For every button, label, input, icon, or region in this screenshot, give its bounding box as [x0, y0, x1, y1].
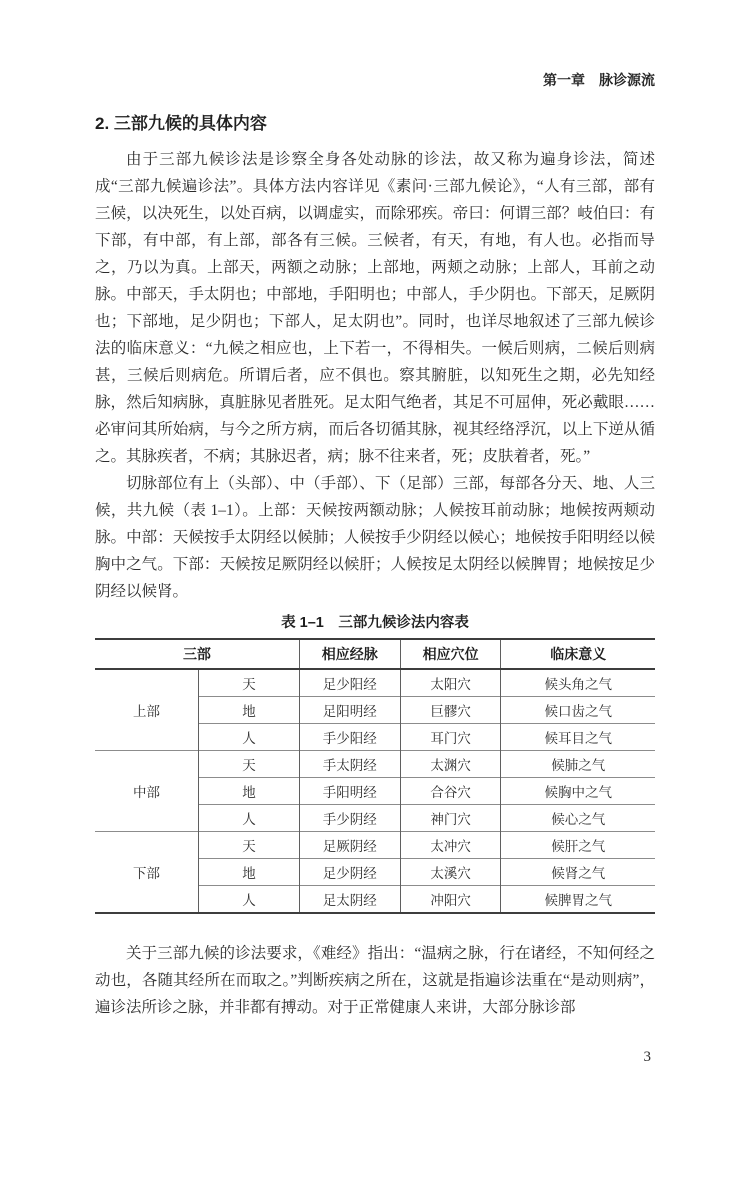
meridian-cell: 足阳明经: [299, 697, 400, 724]
section-heading: 2. 三部九候的具体内容: [95, 114, 267, 133]
column-header-sanbu: 三部: [95, 639, 299, 669]
meaning-cell: 候肺之气: [501, 751, 655, 778]
hou-cell: 天: [199, 669, 300, 697]
hou-cell: 人: [199, 724, 300, 751]
point-cell: 太渊穴: [400, 751, 501, 778]
hou-cell: 天: [199, 832, 300, 859]
part-cell-upper: 上部: [95, 669, 199, 751]
meaning-cell: 候肾之气: [501, 859, 655, 886]
page-number: 3: [643, 1049, 651, 1065]
table-row: [95, 832, 655, 859]
point-cell: 太冲穴: [400, 832, 501, 859]
table-row: [95, 751, 655, 778]
meridian-cell: 手少阴经: [299, 805, 400, 832]
meridian-cell: 足太阴经: [299, 886, 400, 914]
meaning-cell: 候胸中之气: [501, 778, 655, 805]
meaning-cell: 候肝之气: [501, 832, 655, 859]
table-header-row: [95, 639, 655, 669]
hou-cell: 人: [199, 886, 300, 914]
meridian-cell: 足少阳经: [299, 669, 400, 697]
column-header-meridian: 相应经脉: [299, 639, 400, 669]
meridian-cell: 足厥阴经: [299, 832, 400, 859]
paragraph-nine-positions: 切脉部位有上（头部）、中（手部）、下（足部）三部，每部各分天、地、人三候，共九候（表 1–1）。上部：天候按两额动脉；人候按耳前动脉；地候按两颊动脉。中部：天候按手太阴经以候肺；人候按手少阴经以候心；地候按手阳明经以候胸中之气。下部：天候按足厥阴经以候肝；人候按足太阴经以候脾胃；地候按足少阴经以候肾。: [95, 475, 655, 600]
point-cell: 冲阳穴: [400, 886, 501, 914]
meridian-cell: 手太阴经: [299, 751, 400, 778]
point-cell: 神门穴: [400, 805, 501, 832]
column-header-point: 相应穴位: [400, 639, 501, 669]
meaning-cell: 候口齿之气: [501, 697, 655, 724]
column-header-meaning: 临床意义: [501, 639, 655, 669]
point-cell: 巨髎穴: [400, 697, 501, 724]
hou-cell: 地: [199, 697, 300, 724]
hou-cell: 地: [199, 778, 300, 805]
hou-cell: 地: [199, 859, 300, 886]
part-cell-lower: 下部: [95, 832, 199, 914]
meaning-cell: 候心之气: [501, 805, 655, 832]
meaning-cell: 候脾胃之气: [501, 886, 655, 914]
part-cell-middle: 中部: [95, 751, 199, 832]
hou-cell: 人: [199, 805, 300, 832]
paragraph-suwen-quote: 由于三部九候诊法是诊察全身各处动脉的诊法，故又称为遍身诊法，简述成“三部九候遍诊法”。具体方法内容详见《素问·三部九候论》，“人有三部，部有三候，以决死生，以处百病，以调虚实，而除邪疾。帝曰：何谓三部？岐伯曰：有下部，有中部，有上部，部各有三候。三候者，有天，有地，有人也。必指而导之，乃以为真。上部天，两额之动脉；上部地，两颊之动脉；上部人，耳前之动脉。中部天，手太阴也；中部地，手阳明也；中部人，手少阴也。下部天，足厥阴也；下部地，足少阴也；下部人，足太阴也”。同时，也详尽地叙述了三部九候诊法的临床意义：“九候之相应也，上下若一，不得相失。一候后则病，二候后则病甚，三候后则病危。所谓后者，应不俱也。察其腑脏，以知死生之期，必先知经脉，然后知病脉，真脏脉见者胜死。足太阳气绝者，其足不可屈伸，死必戴眼……必审问其所始病，与今之所方病，而后各切循其脉，视其经络浮沉，以上下逆从循之。其脉疾者，不病；其脉迟者，病；脉不往来者，死；皮肤着者，死。”: [95, 151, 655, 465]
meridian-cell: 手阳明经: [299, 778, 400, 805]
paragraph-nanjing-quote: 关于三部九候的诊法要求，《难经》指出：“温病之脉，行在诸经，不知何经之动也，各随其经所在而取之。”判断疾病之所在，这就是指遍诊法重在“是动则病”，遍诊法所诊之脉，并非都有搏动。对于正常健康人来讲，大部分脉诊部: [95, 945, 655, 1016]
meaning-cell: 候耳目之气: [501, 724, 655, 751]
meaning-cell: 候头角之气: [501, 669, 655, 697]
meridian-cell: 手少阳经: [299, 724, 400, 751]
point-cell: 合谷穴: [400, 778, 501, 805]
meridian-cell: 足少阴经: [299, 859, 400, 886]
point-cell: 太溪穴: [400, 859, 501, 886]
running-header: 第一章 脉诊源流: [543, 72, 655, 88]
point-cell: 耳门穴: [400, 724, 501, 751]
hou-cell: 天: [199, 751, 300, 778]
table-caption: 表 1–1 三部九候诊法内容表: [281, 615, 469, 631]
table-row: [95, 669, 655, 697]
point-cell: 太阳穴: [400, 669, 501, 697]
nine-regions-table: [95, 638, 655, 914]
